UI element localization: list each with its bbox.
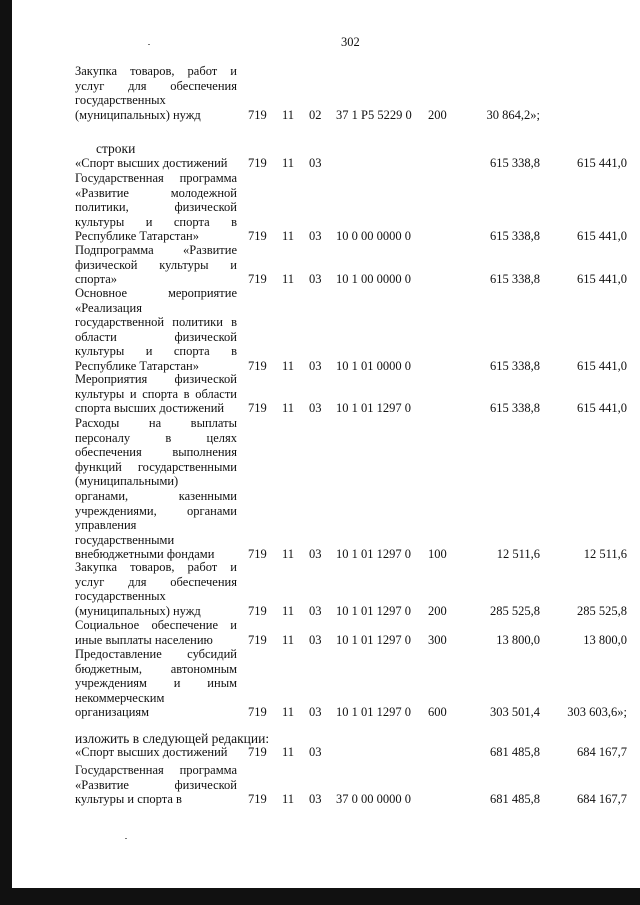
table-row — [0, 647, 640, 720]
table-row — [0, 745, 640, 760]
scan-speck — [148, 44, 150, 45]
subsection-code: 03 — [309, 792, 322, 807]
description-line: «Реализация — [75, 300, 142, 315]
table-row — [0, 618, 640, 647]
scan-bottom-border — [0, 888, 640, 905]
amount-year-2: 615 441,0 — [577, 401, 627, 416]
target-article-code: 37 0 00 0000 0 — [336, 792, 411, 807]
table-row — [0, 171, 640, 244]
subsection-code: 03 — [309, 229, 322, 244]
row-description — [75, 156, 237, 171]
description-line: Расходы на выплаты — [75, 416, 237, 430]
ministry-code: 719 — [248, 401, 267, 416]
description-line: организациям — [75, 705, 150, 720]
ministry-code: 719 — [248, 603, 267, 618]
section-code: 11 — [282, 272, 295, 287]
table-row — [0, 560, 640, 618]
amount-year-2: 615 441,0 — [577, 272, 627, 287]
description-line: услуг для обеспечения — [75, 574, 237, 589]
table-row — [0, 156, 640, 171]
description-line: «Спорт высших достижений — [75, 745, 228, 759]
table-row — [0, 64, 640, 122]
section-code: 11 — [282, 229, 295, 244]
amount-year-1: 615 338,8 — [490, 272, 540, 287]
description-line: Государственная программа — [75, 763, 237, 777]
ministry-code: 719 — [248, 745, 267, 759]
description-line: Подпрограмма «Развитие — [75, 243, 237, 257]
description-line: Основное мероприятие — [75, 286, 237, 300]
description-line: государственными — [75, 532, 175, 547]
description-line: политики, физической — [75, 200, 237, 215]
section-code: 11 — [282, 547, 295, 562]
ministry-code: 719 — [248, 272, 267, 287]
amount-year-1: 681 485,8 — [490, 792, 540, 807]
table-row — [0, 763, 640, 807]
amount-year-1: 303 501,4 — [490, 705, 540, 720]
section-code: 11 — [282, 632, 295, 647]
description-line: государственной политики в — [75, 315, 237, 330]
ministry-code: 719 — [248, 632, 267, 647]
description-line: (муниципальных) нужд — [75, 107, 201, 122]
subsection-code: 03 — [309, 603, 322, 618]
heading-new-edition: изложить в следующей редакции: — [75, 731, 270, 746]
description-line: культуры и спорта в — [75, 344, 237, 359]
ministry-code: 719 — [248, 107, 267, 122]
row-description — [75, 763, 237, 807]
subsection-code: 02 — [309, 107, 322, 122]
description-line: Республике Татарстан» — [75, 229, 199, 244]
scan-speck — [125, 838, 127, 839]
target-article-code: 10 1 01 0000 0 — [336, 359, 411, 373]
description-line: управления — [75, 518, 137, 533]
description-line: государственных — [75, 589, 166, 604]
subsection-code: 03 — [309, 156, 322, 170]
description-line: функций государственными — [75, 459, 237, 474]
description-line: учреждениями, органами — [75, 503, 237, 518]
target-article-code: 37 1 Р5 5229 0 — [336, 107, 412, 122]
description-line: Мероприятия физической — [75, 372, 237, 386]
table-row — [0, 416, 640, 562]
description-line: Социальное обеспечение и — [75, 618, 237, 632]
amount-year-2: 615 441,0 — [577, 359, 627, 373]
description-line: государственных — [75, 93, 166, 108]
target-article-code: 10 1 01 1297 0 — [336, 547, 411, 562]
amount-year-2: 684 167,7 — [577, 792, 627, 807]
description-line: спорта» — [75, 272, 117, 287]
table-row — [0, 372, 640, 416]
table-row — [0, 286, 640, 374]
description-line: обеспечения выполнения — [75, 445, 237, 460]
row-description — [75, 745, 237, 760]
subsection-code: 03 — [309, 745, 322, 759]
subsection-code: 03 — [309, 272, 322, 287]
amount-year-2: 684 167,7 — [577, 745, 627, 759]
section-code: 11 — [282, 401, 295, 416]
description-line: органами, казенными — [75, 488, 237, 503]
amount-year-1: 615 338,8 — [490, 401, 540, 416]
ministry-code: 719 — [248, 792, 267, 807]
target-article-code: 10 1 01 1297 0 — [336, 401, 411, 416]
amount-year-2: 615 441,0 — [577, 156, 627, 170]
expense-type-code: 200 — [428, 107, 447, 122]
amount-year-1: 12 511,6 — [496, 547, 540, 562]
description-line: некоммерческим — [75, 690, 165, 705]
description-line: иные выплаты населению — [75, 632, 213, 647]
description-line: «Развитие молодежной — [75, 185, 237, 200]
amount-year-1: 30 864,2»; — [486, 107, 540, 122]
row-description — [75, 560, 237, 618]
description-line: области физической — [75, 329, 237, 344]
table-row — [0, 243, 640, 287]
target-article-code: 10 1 01 1297 0 — [336, 632, 411, 647]
amount-year-1: 681 485,8 — [490, 745, 540, 759]
ministry-code: 719 — [248, 547, 267, 562]
row-description — [75, 286, 237, 374]
amount-year-1: 615 338,8 — [490, 359, 540, 373]
description-line: Закупка товаров, работ и — [75, 64, 237, 78]
section-code: 11 — [282, 156, 295, 170]
description-line: Государственная программа — [75, 171, 237, 185]
section-code: 11 — [282, 705, 295, 720]
description-line: культуры и спорта в — [75, 792, 182, 807]
description-line: «Развитие физической — [75, 777, 237, 792]
description-line: (муниципальных) нужд — [75, 603, 201, 618]
amount-year-2: 615 441,0 — [577, 229, 627, 244]
description-line: спорта высших достижений — [75, 401, 225, 416]
target-article-code: 10 1 00 0000 0 — [336, 272, 411, 287]
expense-type-code: 600 — [428, 705, 447, 720]
page-number: 302 — [341, 35, 360, 49]
description-line: Предоставление субсидий — [75, 647, 237, 661]
subsection-code: 03 — [309, 401, 322, 416]
subsection-code: 03 — [309, 705, 322, 720]
amount-year-2: 12 511,6 — [583, 547, 627, 562]
section-code: 11 — [282, 359, 295, 373]
description-line: услуг для обеспечения — [75, 78, 237, 93]
description-line: внебюджетными фондами — [75, 547, 215, 562]
section-code: 11 — [282, 603, 295, 618]
target-article-code: 10 1 01 1297 0 — [336, 705, 411, 720]
ministry-code: 719 — [248, 156, 267, 170]
description-line: (муниципальными) — [75, 474, 179, 489]
expense-type-code: 100 — [428, 547, 447, 562]
amount-year-1: 615 338,8 — [490, 229, 540, 244]
description-line: физической культуры и — [75, 257, 237, 272]
ministry-code: 719 — [248, 229, 267, 244]
description-line: персоналу в целях — [75, 430, 237, 445]
section-code: 11 — [282, 107, 295, 122]
row-description — [75, 618, 237, 647]
amount-year-2: 303 603,6»; — [567, 705, 627, 720]
row-description — [75, 416, 237, 562]
amount-year-2: 285 525,8 — [577, 603, 627, 618]
expense-type-code: 300 — [428, 632, 447, 647]
subsection-code: 03 — [309, 632, 322, 647]
description-line: культуры и спорта в — [75, 214, 237, 229]
target-article-code: 10 0 00 0000 0 — [336, 229, 411, 244]
ministry-code: 719 — [248, 359, 267, 373]
ministry-code: 719 — [248, 705, 267, 720]
description-line: культуры и спорта в области — [75, 386, 237, 401]
amount-year-1: 285 525,8 — [490, 603, 540, 618]
row-description — [75, 647, 237, 720]
heading-rows: строки — [96, 141, 136, 156]
amount-year-2: 13 800,0 — [583, 632, 627, 647]
section-code: 11 — [282, 792, 295, 807]
expense-type-code: 200 — [428, 603, 447, 618]
description-line: «Спорт высших достижений — [75, 156, 228, 170]
amount-year-1: 615 338,8 — [490, 156, 540, 170]
target-article-code: 10 1 01 1297 0 — [336, 603, 411, 618]
row-description — [75, 64, 237, 122]
subsection-code: 03 — [309, 547, 322, 562]
row-description — [75, 372, 237, 416]
description-line: Закупка товаров, работ и — [75, 560, 237, 574]
section-code: 11 — [282, 745, 295, 759]
row-description — [75, 243, 237, 287]
description-line: учреждениям и иным — [75, 676, 237, 691]
amount-year-1: 13 800,0 — [496, 632, 540, 647]
description-line: бюджетным, автономным — [75, 661, 237, 676]
description-line: Республике Татарстан» — [75, 358, 199, 373]
subsection-code: 03 — [309, 359, 322, 373]
row-description — [75, 171, 237, 244]
